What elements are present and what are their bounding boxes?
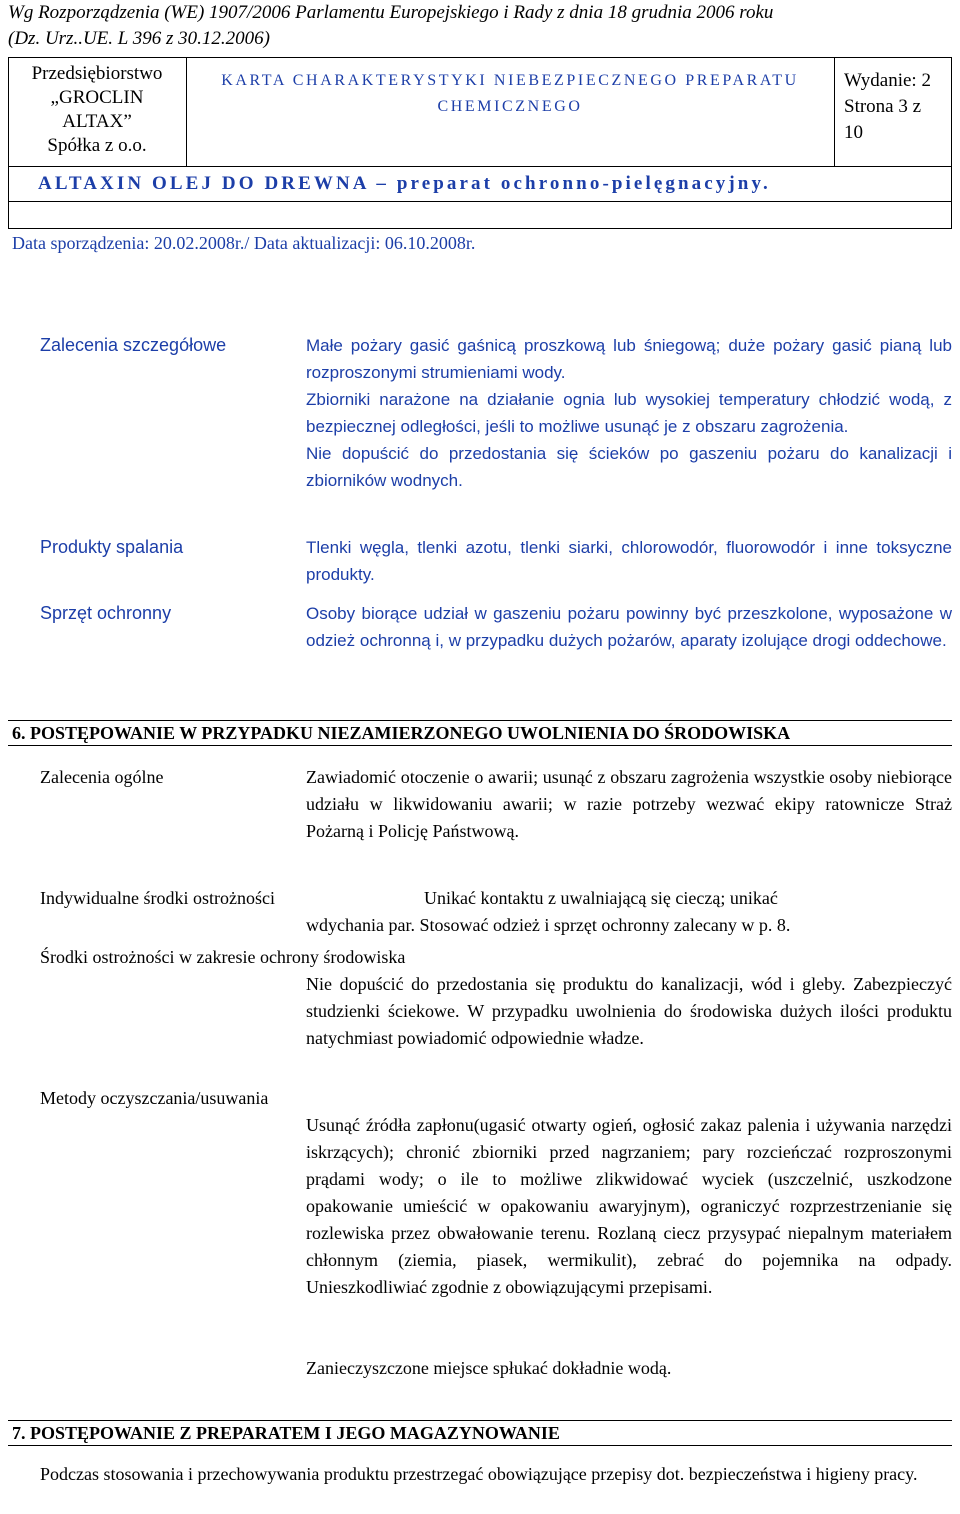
page-number-line-2: 10 xyxy=(844,122,863,143)
company-line-3: ALTAX” xyxy=(62,111,132,132)
label-protective-equipment: Sprzęt ochronny xyxy=(40,603,172,623)
paragraph: Małe pożary gasić gaśnicą proszkową lub śniegową; duże pożary gasić pianą lub rozproszonymi strumieniami wody. xyxy=(306,336,952,382)
page-number-line-1: Strona 3 z xyxy=(844,96,922,117)
document-dates: Data sporządzenia: 20.02.2008r./ Data aktualizacji: 06.10.2008r. xyxy=(12,233,476,253)
company-name xyxy=(8,62,186,158)
cleanup-methods-text-final: Zanieczyszczone miejsce spłukać dokładnie wodą. xyxy=(306,1358,672,1378)
label-detailed-recommendations: Zalecenia szczegółowe xyxy=(40,335,227,355)
detailed-recommendations-text xyxy=(306,332,952,494)
regulation-line-2: (Dz. Urz..UE. L 396 z 30.12.2006) xyxy=(8,28,270,49)
general-recommendations-text: Zawiadomić otoczenie o awarii; usunąć z obszaru zagrożenia wszystkie osoby niebiorące udziału w likwidowaniu awarii; w razie potrzeby wezwać ekipy ratownicze Straż Pożarną i Policję Państwową. xyxy=(306,767,952,841)
cleanup-methods-text: Usunąć źródła zapłonu(ugasić otwarty ogień, ogłosić zakaz palenia i używania narzędzi iskrzących); chronić zbiorniki przed nagrzaniem; pary rozcieńczać rozproszonymi prądami wody; o ile to możliwe zlikwidować wyciek (uszczelnić, uszkodzone opakowanie umieścić w opakowaniu awaryjnym), ograniczyć rozprzestrzenianie się rozlewiska przez obwałowanie terenu. Rozlaną ciecz przysypać niepalnym materiałem chłonnym (ziemia, piasek, wermikulit), zebrać do pojemnika na odpady. Unieszkodliwiać zgodnie z obowiązującymi przepisami. xyxy=(306,1115,952,1297)
company-line-1: Przedsiębiorstwo xyxy=(31,63,163,84)
label-environmental-precautions: Środki ostrożności w zakresie ochrony środowiska xyxy=(40,947,406,967)
document-title-line-2: CHEMICZNEGO xyxy=(437,98,583,115)
individual-precautions-text-rest: wdychania par. Stosować odzież i sprzęt ochronny zalecany w p. 8. xyxy=(306,915,791,935)
label-general-recommendations: Zalecenia ogólne xyxy=(40,767,164,787)
protective-equipment-text: Osoby biorące udział w gaszeniu pożaru powinny być przeszkolone, wyposażone w odzież ochronną i, w przypadku dużych pożarów, aparaty izolujące drogi oddechowe. xyxy=(306,604,952,650)
edition-info xyxy=(844,68,931,146)
header-divider-right xyxy=(834,57,835,167)
company-line-2: „GROCLIN xyxy=(50,87,144,108)
section-7-text: Podczas stosowania i przechowywania produktu przestrzegać obowiązujące przepisy dot. bezpieczeństwa i higieny pracy. xyxy=(40,1464,918,1484)
label-individual-precautions: Indywidualne środki ostrożności xyxy=(40,888,275,908)
paragraph: Zbiorniki narażone na działanie ognia lub wysokiej temperatury chłodzić wodą, z bezpiecznej odległości, jeśli to możliwe usunąć je z obszaru zagrożenia. xyxy=(306,390,952,436)
section-7-heading: 7. POSTĘPOWANIE Z PREPARATEM I JEGO MAGAZYNOWANIE xyxy=(12,1423,560,1443)
product-name: ALTAXIN OLEJ DO DREWNA – preparat ochronno-pielęgnacyjny. xyxy=(8,166,952,202)
company-line-4: Spółka z o.o. xyxy=(47,135,147,156)
combustion-products-text: Tlenki węgla, tlenki azotu, tlenki siarki, chlorowodór, fluorowodór i inne toksyczne produkty. xyxy=(306,538,952,584)
regulation-line-1: Wg Rozporządzenia (WE) 1907/2006 Parlamentu Europejskiego i Rady z dnia 18 grudnia 2006 roku xyxy=(8,2,774,23)
edition-number: Wydanie: 2 xyxy=(844,70,931,91)
section-6-heading: 6. POSTĘPOWANIE W PRZYPADKU NIEZAMIERZONEGO UWOLNIENIA DO ŚRODOWISKA xyxy=(12,723,791,743)
label-combustion-products: Produkty spalania xyxy=(40,537,184,557)
individual-precautions-text-first: Unikać kontaktu z uwalniającą się cieczą; unikać xyxy=(424,888,778,908)
label-cleanup-methods: Metody oczyszczania/usuwania xyxy=(40,1088,269,1108)
paragraph: Nie dopuścić do przedostania się ścieków po gaszeniu pożaru do kanalizacji i zbiorników wodnych. xyxy=(306,444,952,490)
document-title-line-1: KARTA CHARAKTERYSTYKI NIEBEZPIECZNEGO PREPARATU xyxy=(221,72,799,89)
environmental-precautions-text: Nie dopuścić do przedostania się produktu do kanalizacji, wód i gleby. Zabezpieczyć studzienki ściekowe. W przypadku uwolnienia do środowiska dużych ilości produktu natychmiast powiadomić odpowiednie władze. xyxy=(306,974,952,1048)
document-title xyxy=(186,68,834,120)
